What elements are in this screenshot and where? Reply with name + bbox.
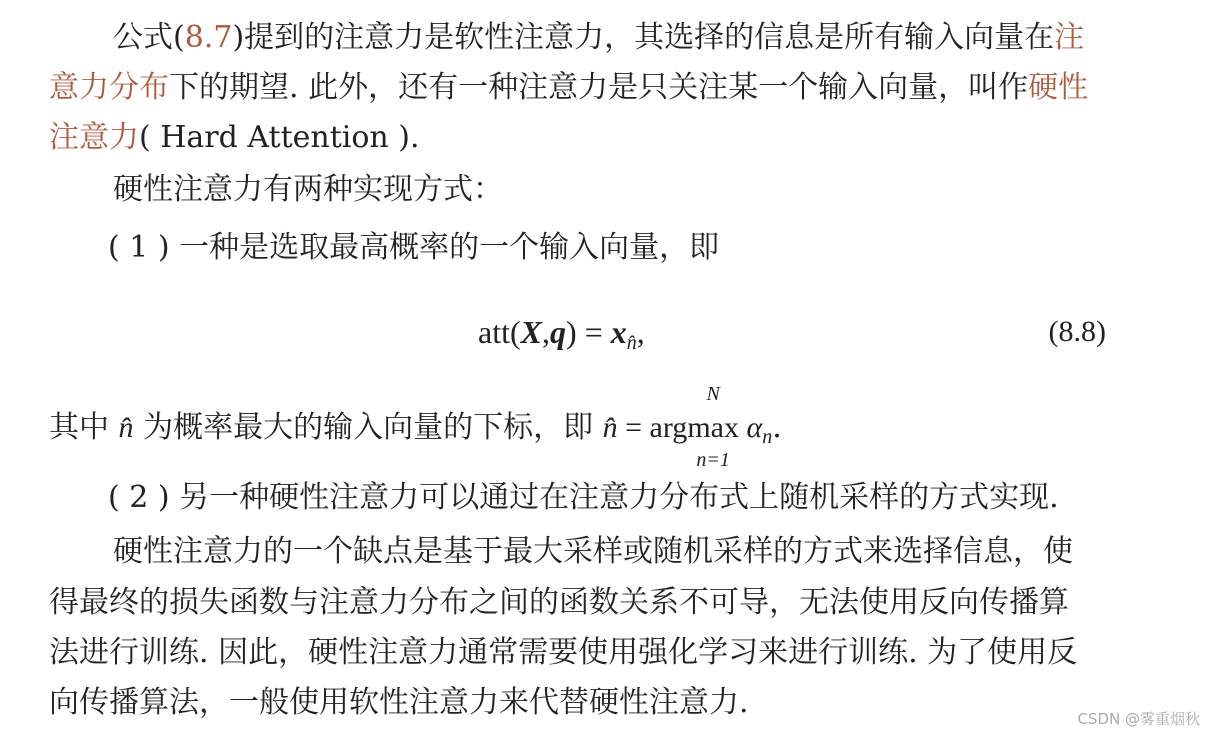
text: 为概率最大的输入向量的下标，即 xyxy=(133,410,603,445)
eq-att: att( xyxy=(478,314,521,350)
paragraph-3-line-4: 向传播算法，一般使用软性注意力来代替硬性注意力. xyxy=(49,685,749,720)
text: 下的期望. 此外，还有一种注意力是只关注某一个输入向量，叫作 xyxy=(169,70,1029,105)
argmax-operator xyxy=(687,383,739,471)
paragraph-3-line-2: 得最终的损失函数与注意力分布之间的函数关系不可导，无法使用反向传播算 xyxy=(49,585,1069,620)
list-item-1: ( 1 ) 一种是选取最高概率的一个输入向量，即 xyxy=(108,230,720,265)
paragraph-1-line-1 xyxy=(113,18,1084,58)
hard-attention-link[interactable]: 注意力 xyxy=(49,120,139,155)
where-line xyxy=(49,383,782,471)
alpha-subscript: n xyxy=(762,426,773,448)
eq-X: X xyxy=(520,314,542,350)
paragraph-3-line-1: 硬性注意力的一个缺点是基于最大采样或随机采样的方式来选择信息，使 xyxy=(113,534,1073,569)
eq-rhs: ) = xyxy=(565,314,611,350)
argmax-arg: = arg xyxy=(617,411,688,444)
paragraph-3-line-3: 法进行训练. 因此，硬性注意力通常需要使用强化学习来进行训练. 为了使用反 xyxy=(49,635,1078,670)
paragraph-2: 硬性注意力有两种实现方式： xyxy=(113,172,503,207)
list-item-2: ( 2 ) 另一种硬性注意力可以通过在注意力分布式上随机采样的方式实现. xyxy=(108,480,1059,515)
alpha: α xyxy=(738,411,763,444)
text: ( Hard Attention ). xyxy=(139,120,420,155)
text: 其中 xyxy=(49,410,119,445)
n-hat: n̂ xyxy=(602,411,618,444)
equation-number: (8.8) xyxy=(1048,315,1106,348)
argmax-lower-limit: n=1 xyxy=(696,449,730,471)
argmax-upper-limit: N xyxy=(706,383,720,405)
eq-x: x xyxy=(610,314,627,350)
attention-distribution-link[interactable]: 注 xyxy=(1054,20,1085,55)
hard-attention-link[interactable]: 硬性 xyxy=(1028,70,1089,105)
equation-8-8 xyxy=(478,312,645,363)
text: )提到的注意力是软性注意力，其选择的信息是所有输入向量在 xyxy=(232,20,1055,55)
eq-q: q xyxy=(549,314,566,350)
watermark: CSDN @雾重烟秋 xyxy=(1077,710,1200,728)
argmax-max: max xyxy=(687,411,739,444)
eq-comma: , xyxy=(541,314,550,350)
attention-distribution-link[interactable]: 意力分布 xyxy=(49,70,169,105)
eq-subscript: n̂ xyxy=(626,332,637,354)
equation-ref-link[interactable]: 8.7 xyxy=(184,20,233,55)
paragraph-1-line-3 xyxy=(49,118,420,158)
paragraph-1-line-2 xyxy=(49,68,1088,108)
text: . xyxy=(772,410,782,445)
eq-tail: , xyxy=(636,314,645,350)
n-hat: n̂ xyxy=(118,411,134,444)
text: 公式( xyxy=(113,20,185,55)
